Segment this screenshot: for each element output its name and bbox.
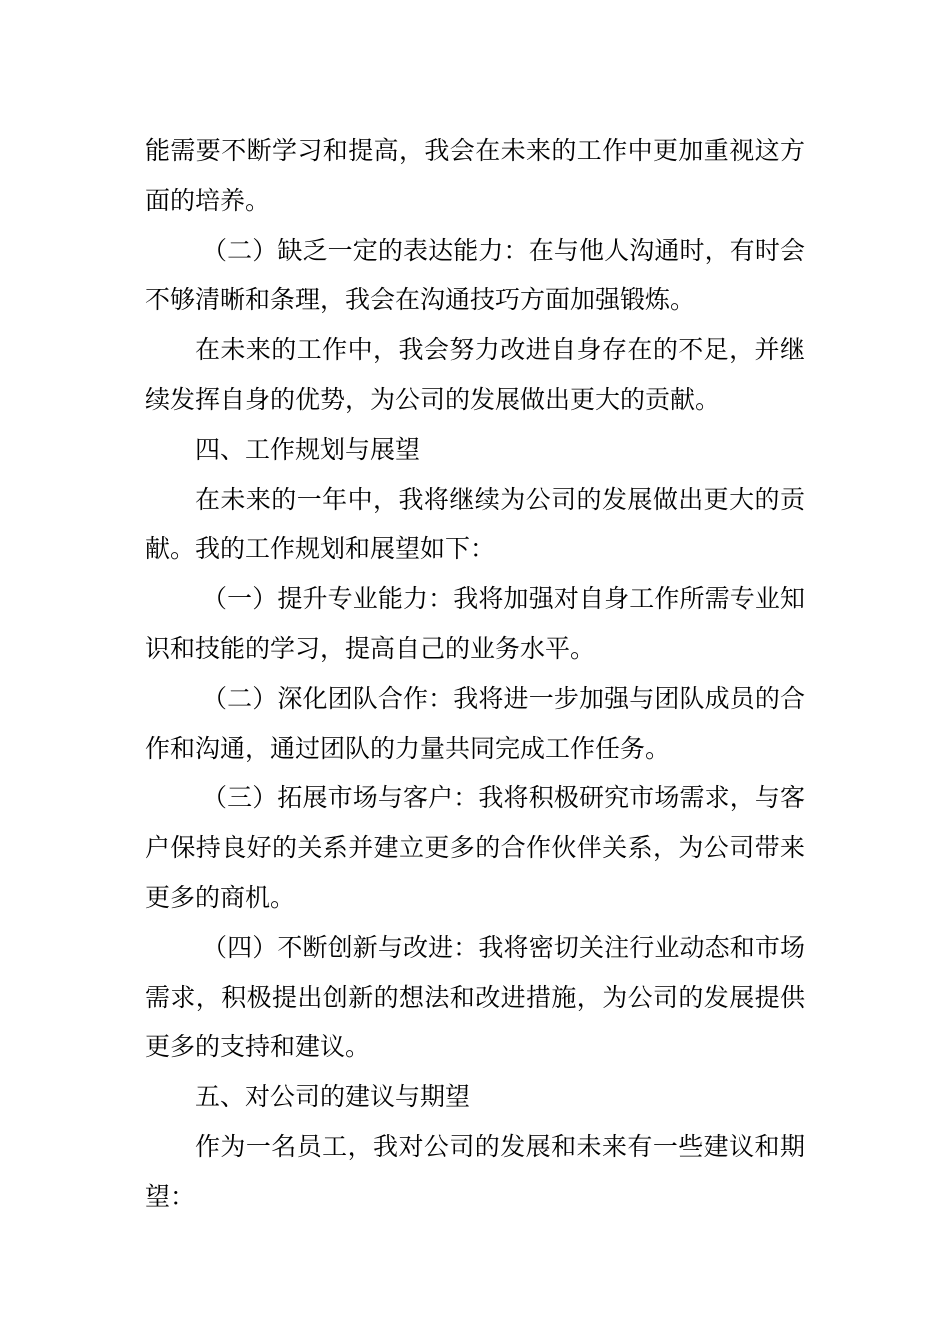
paragraph: 在未来的一年中，我将继续为公司的发展做出更大的贡献。我的工作规划和展望如下：: [145, 484, 805, 564]
paragraph-list-item: （四）不断创新与改进：我将密切关注行业动态和市场需求，积极提出创新的想法和改进措施，为公司的发展提供更多的支持和建议。: [145, 932, 805, 1062]
paragraph-list-item: （一）提升专业能力：我将加强对自身工作所需专业知识和技能的学习，提高自己的业务水平。: [145, 584, 805, 663]
section-heading: 五、对公司的建议与期望: [195, 1082, 471, 1112]
paragraph: 作为一名员工，我对公司的发展和未来有一些建议和期望：: [145, 1131, 805, 1211]
paragraph-list-item: （二）缺乏一定的表达能力：在与他人沟通时，有时会不够清晰和条理，我会在沟通技巧方面加强锻炼。: [145, 235, 805, 315]
paragraph-list-item: （三）拓展市场与客户：我将积极研究市场需求，与客户保持良好的关系并建立更多的合作伙伴关系，为公司带来更多的商机。: [145, 783, 805, 912]
section-heading: 四、工作规划与展望: [195, 434, 421, 464]
paragraph-continuation: 能需要不断学习和提高，我会在未来的工作中更加重视这方面的培养。: [145, 136, 805, 215]
document-body: [145, 126, 805, 1222]
paragraph: 在未来的工作中，我会努力改进自身存在的不足，并继续发挥自身的优势，为公司的发展做出更大的贡献。: [145, 335, 805, 414]
paragraph-list-item: （二）深化团队合作：我将进一步加强与团队成员的合作和沟通，通过团队的力量共同完成工作任务。: [145, 683, 805, 763]
